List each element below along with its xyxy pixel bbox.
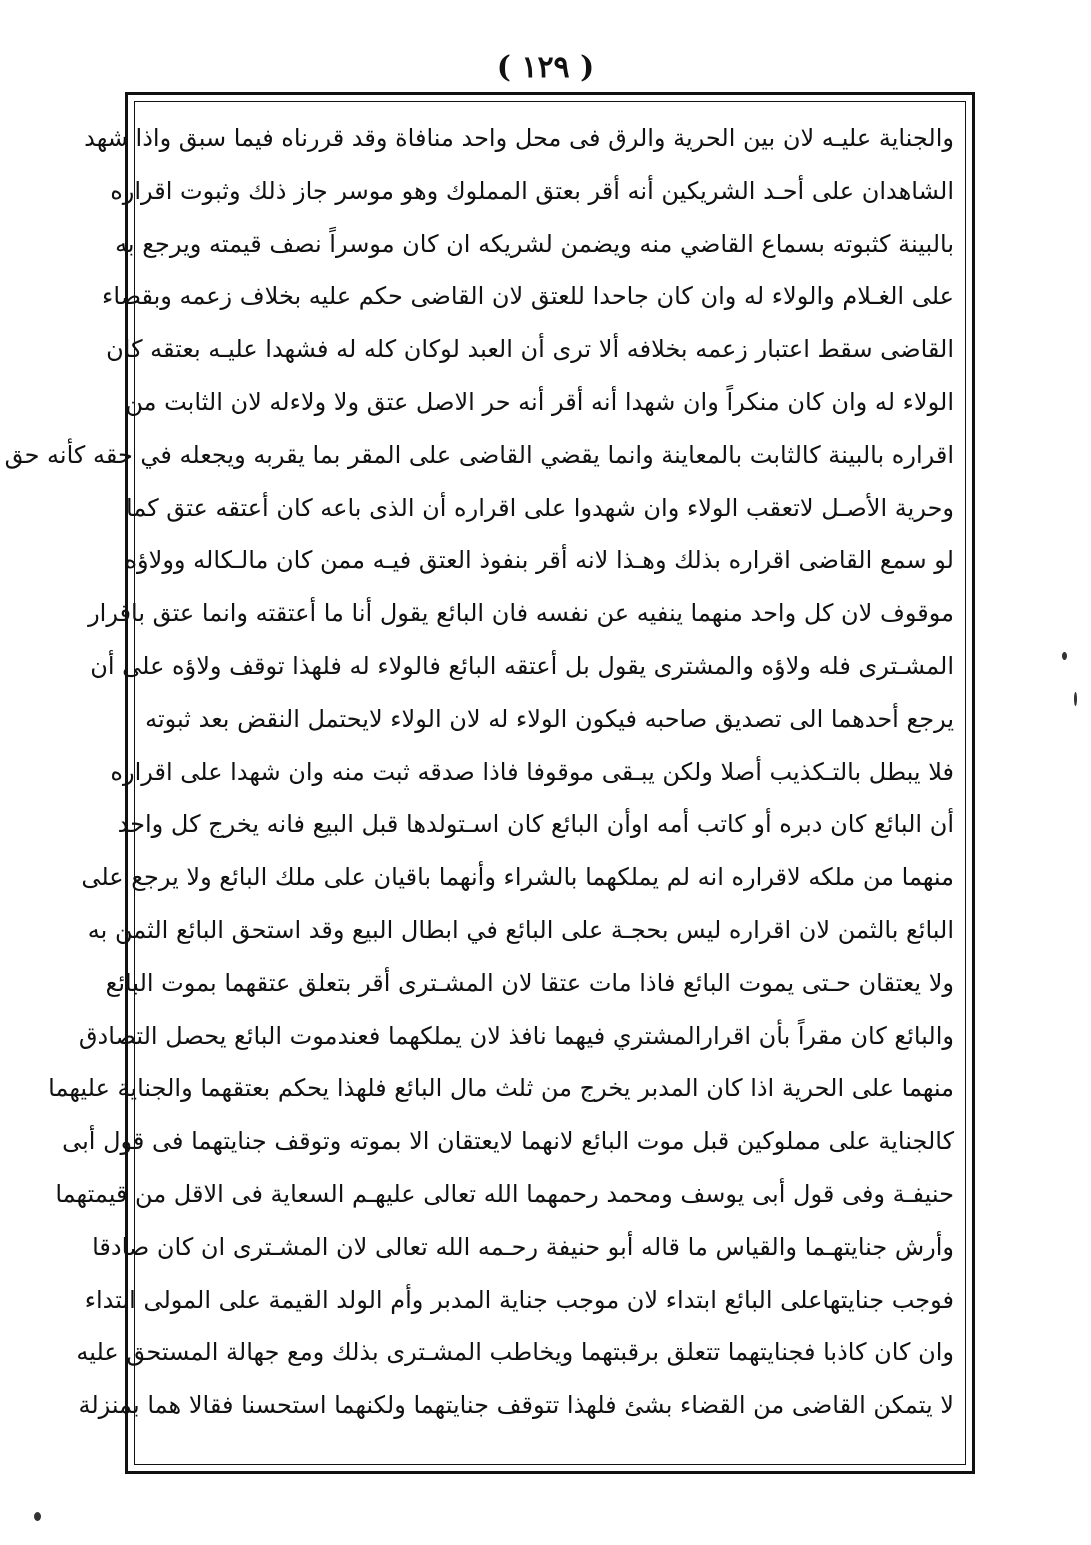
text-line: على الغـلام والولاء له وان كان جاحدا للعتق لان القاضى حكم عليه بخلاف زعمه وبقضاء [102, 282, 954, 311]
text-line: موقوف لان كل واحد منهما ينفيه عن نفسه فان البائع يقول أنا ما أعتقته وانما عتق باقرار [88, 599, 954, 628]
text-line: يرجع أحدهما الى تصديق صاحبه فيكون الولاء له لان الولاء لايحتمل النقض بعد ثبوته [145, 704, 954, 733]
text-line: منهما من ملكه لاقراره انه لم يملكهما بالشراء وأنهما باقيان على ملك البائع ولا يرجع على [81, 863, 954, 892]
text-line: لا يتمكن القاضى من القضاء بشئ فلهذا تتوقف جنايتهما ولكنهما استحسنا فقالا هما بمنزلة [78, 1391, 954, 1420]
text-line: وحرية الأصـل لاتعقب الولاء وان شهدوا على اقراره أن الذى باعه كان أعتقه عتق كما [126, 493, 954, 522]
text-line: بالبينة كثبوته بسماع القاضي منه ويضمن لشريكه ان كان موسراً نصف قيمته ويرجع به [115, 229, 954, 258]
text-line: كالجناية على مملوكين قبل موت البائع لانهما لايعتقان الا بموته وتوقف جنايتهما فى قول أبى [62, 1127, 954, 1156]
text-line: الولاء له وان كان منكراً وان شهدا أنه أقر أنه حر الاصل عتق ولا ولاءله لان الثابت من [125, 387, 954, 416]
scan-speck [34, 1512, 41, 1521]
body-text [4, 112, 954, 1432]
text-line: البائع بالثمن لان اقراره ليس بحجـة على البائع في ابطال البيع وقد استحق البائع الثمن به [87, 915, 954, 944]
text-line: ولا يعتقان حـتى يموت البائع فاذا مات عتقا لان المشـترى أقر بتعلق عتقهما بموت البائع [105, 968, 954, 997]
scan-speck [1062, 652, 1067, 660]
text-line: القاضى سقط اعتبار زعمه بخلافه ألا ترى أن العبد لوكان كله له فشهدا عليـه بعتقه كان [106, 335, 954, 364]
text-line: الشاهدان على أحـد الشريكين أنه أقر بعتق المملوك وهو موسر جاز ذلك وثبوت اقراره [110, 176, 954, 205]
text-line: فوجب جنايتهاعلى البائع ابتداء لان موجب جناية المدبر وأم الولد القيمة على المولى ابتداء [84, 1285, 954, 1314]
text-line: والجناية عليـه لان بين الحرية والرق فى محل واحد منافاة وقد قررناه فيما سبق واذا شهد [84, 124, 954, 152]
text-line: منهما على الحرية اذا كان المدبر يخرج من ثلث مال البائع فلهذا يحكم بعتقهما والجناية عليهما [48, 1074, 954, 1103]
text-line: حنيفـة وفى قول أبى يوسف ومحمد رحمهما الله تعالى عليهـم السعاية فى الاقل من قيمتهما [55, 1179, 954, 1208]
text-line: أن البائع كان دبره أو كاتب أمه اوأن البائع كان اسـتولدها قبل البيع فانه يخرج كل واحد [117, 810, 954, 839]
page-number: ( ١٢٩ ) [496, 50, 595, 85]
text-line: فلا يبطل بالتـكذيب أصلا ولكن يبـقى موقوفا فاذا صدقه ثبت منه وان شهدا على اقراره [110, 757, 954, 786]
text-line: المشـترى فله ولاؤه والمشترى يقول بل أعتقه البائع فالولاء له فلهذا توقف ولاؤه على أن [90, 651, 954, 680]
text-line: اقراره بالبينة كالثابت بالمعاينة وانما يقضي القاضى على المقر بما يقربه ويجعله في حقه كأنه حق [4, 440, 954, 469]
text-line: لو سمع القاضى اقراره بذلك وهـذا لانه أقر بنفوذ العتق فيـه ممن كان مالـكاله وولاؤه [124, 546, 954, 575]
text-line: وان كان كاذبا فجنايتهما تتعلق برقبتهما ويخاطب المشـترى بذلك ومع جهالة المستحق عليه [76, 1338, 954, 1367]
scan-speck [1074, 692, 1077, 706]
text-line: والبائع كان مقراً بأن اقرارالمشتري فيهما نافذ لان يملكهما فعندموت البائع يحصل التصادق [78, 1021, 954, 1050]
text-line: وأرش جنايتهـما والقياس ما قاله أبو حنيفة رحـمه الله تعالى لان المشـترى ان كان صادقا [92, 1232, 954, 1261]
